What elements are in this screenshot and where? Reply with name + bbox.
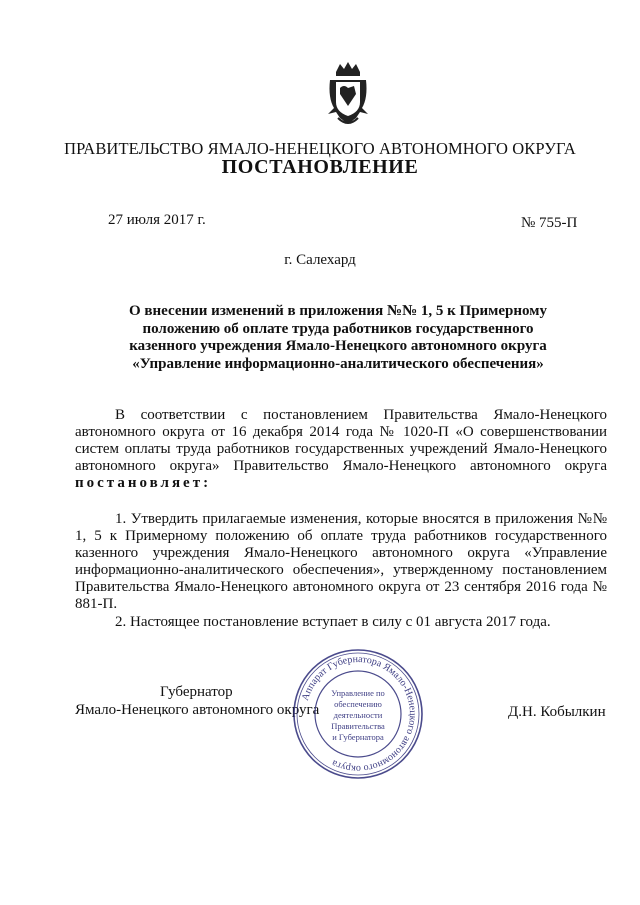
official-stamp <box>290 646 426 782</box>
signatory-region: Ямало-Ненецкого автономного округа <box>75 702 320 718</box>
signatory-title: Губернатор <box>160 684 233 700</box>
document-type-heading: ПОСТАНОВЛЕНИЕ <box>221 156 419 178</box>
intro-paragraph <box>75 407 607 492</box>
stamp-line: обеспечению <box>334 699 382 709</box>
item-1-paragraph: 1. Утвердить прилагаемые изменения, которые вносятся в приложения №№ 1, 5 к Примерному положению об оплате труда работников государственного казенного учреждения Ямало-Ненецкого автономного округа «Управление информационно-аналитического обеспечения», утвержденному постановлением Правительства Ямало-Ненецкого автономного округа от 23 сентября 2016 года № 881-П. <box>75 511 607 612</box>
item-2-paragraph: 2. Настоящее постановление вступает в силу с 01 августа 2017 года. <box>115 614 551 630</box>
stamp-line: Правительства <box>331 721 385 731</box>
document-number: № 755-П <box>521 215 578 231</box>
government-name: ПРАВИТЕЛЬСТВО ЯМАЛО-НЕНЕЦКОГО АВТОНОМНОГО ОКРУГА <box>64 139 576 158</box>
document-title: О внесении изменений в приложения №№ 1, 5 к Примерному положению об оплате труда работников государственного казенного учреждения Ямало-Ненецкого автономного округа «Управление информационно-аналитического обеспечения» <box>129 303 547 372</box>
stamp-ring-text: Аппарат Губернатора Ямало-Ненецкого автономного округа <box>299 653 419 775</box>
stamp-line: деятельности <box>333 710 383 720</box>
coat-of-arms-emblem <box>324 58 372 130</box>
signatory-name: Д.Н. Кобылкин <box>508 704 606 720</box>
stamp-line: Управление по <box>331 688 385 698</box>
resolves-word: постановляет: <box>75 475 212 491</box>
document-city: г. Салехард <box>284 252 356 268</box>
stamp-line: и Губернатора <box>332 732 384 742</box>
intro-text: В соответствии с постановлением Правительства Ямало-Ненецкого автономного округа от 16 декабря 2014 года № 1020-П «О совершенствовании систем оплаты труда работников государственных учреждений Ямало-Ненецкого автономного округа» Правительство Ямало-Ненецкого автономного округа <box>75 407 607 474</box>
document-date: 27 июля 2017 г. <box>108 212 206 228</box>
